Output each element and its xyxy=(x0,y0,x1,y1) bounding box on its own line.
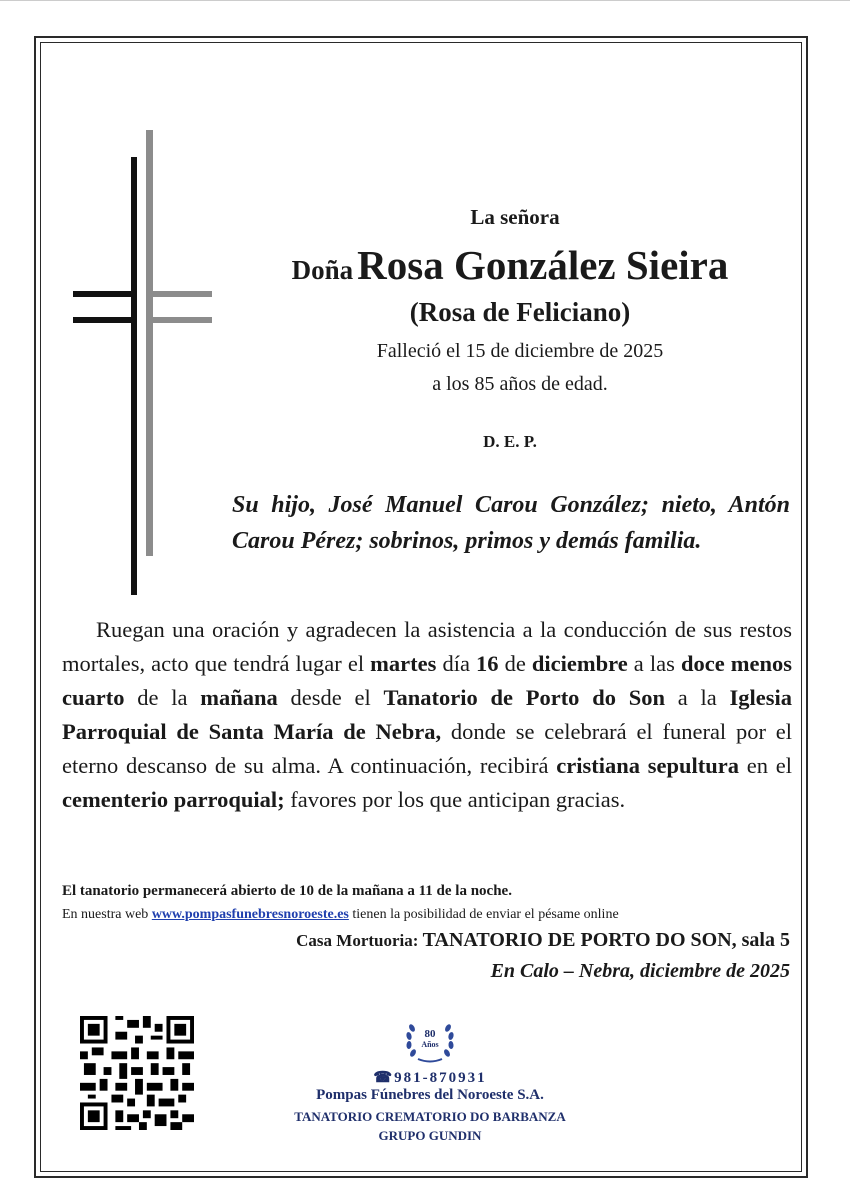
group-name: GRUPO GUNDIN xyxy=(378,1128,482,1143)
death-date: Falleció el 15 de diciembre de 2025 xyxy=(376,340,664,362)
intro-title: La señora xyxy=(470,205,560,229)
bold-segment: cementerio parroquial; xyxy=(62,787,285,812)
family-list: Su hijo, José Manuel Carou González; nieto, Antón Carou Pérez; sobrinos, primos y demás familia. xyxy=(232,492,790,554)
bold-segment: doce menos cuarto xyxy=(62,651,792,710)
bold-segment: 16 xyxy=(476,651,499,676)
bold-segment: mañana xyxy=(200,685,278,710)
text-segment: de la xyxy=(124,685,201,710)
opening-hours: El tanatorio permanecerá abierto de 10 de la mañana a 11 de la noche. xyxy=(62,883,512,899)
cross-black-bar-top xyxy=(73,291,137,297)
honorific: Doña xyxy=(291,255,354,285)
ceremony-text xyxy=(62,613,792,817)
funeral-home xyxy=(296,929,790,952)
web-line xyxy=(62,907,619,923)
bold-segment: diciembre xyxy=(531,651,628,676)
cross-black-vertical xyxy=(131,157,137,595)
phone-number: 981-870931 xyxy=(394,1070,487,1086)
company-name: Pompas Fúnebres del Noroeste S.A. xyxy=(316,1087,544,1103)
text-segment: día xyxy=(436,651,477,676)
top-divider xyxy=(0,0,850,1)
text-segment: en el xyxy=(739,753,792,778)
cross-black-bar-bottom xyxy=(73,317,137,323)
text-segment: donde se celebrará el funeral por el eterno descanso de su alma. A continuación, recibirá xyxy=(62,719,792,778)
phone-icon: ☎ xyxy=(373,1070,395,1086)
cross-gray-bar-bottom xyxy=(146,317,212,323)
cross-gray-vertical xyxy=(146,130,153,556)
text-segment: favores por los que anticipan gracias. xyxy=(284,787,626,812)
logo-years: Años xyxy=(421,1040,439,1049)
bold-segment: Iglesia Parroquial de Santa María de Nebra, xyxy=(62,685,793,744)
anniversary-logo-icon xyxy=(402,1016,458,1064)
funeral-home-value: TANATORIO DE PORTO DO SON, sala 5 xyxy=(422,929,790,951)
text-segment: a la xyxy=(665,685,730,710)
place-date: En Calo – Nebra, diciembre de 2025 xyxy=(490,960,790,982)
bold-segment: Tanatorio de Porto do Son xyxy=(383,685,665,710)
cross-gray-bar-top xyxy=(146,291,212,297)
company-phone[interactable] xyxy=(330,1068,530,1087)
crematorium-name: TANATORIO CREMATORIO DO BARBANZA xyxy=(294,1109,566,1124)
web-prefix: En nuestra web xyxy=(62,907,152,922)
dep: D. E. P. xyxy=(483,432,537,451)
text-segment: a las xyxy=(627,651,681,676)
full-name: Rosa González Sieira xyxy=(357,242,729,288)
funeral-home-label: Casa Mortuoria: xyxy=(296,931,423,950)
deceased-name xyxy=(220,241,800,289)
web-link[interactable]: www.pompasfunebresnoroeste.es xyxy=(151,907,349,922)
logo-number: 80 xyxy=(424,1028,436,1040)
text-segment: de xyxy=(498,651,532,676)
bold-segment: cristiana sepultura xyxy=(556,753,740,778)
text-segment: desde el xyxy=(277,685,384,710)
text-segment: Ruegan una oración y agradecen la asistencia a la conducción de sus restos mortales, acto que tendrá lugar el xyxy=(62,617,792,676)
qr-code-icon[interactable] xyxy=(80,1016,194,1130)
alias: (Rosa de Feliciano) xyxy=(409,297,631,327)
web-suffix: tienen la posibilidad de enviar el pésame online xyxy=(348,907,619,922)
age: a los 85 años de edad. xyxy=(432,373,608,395)
bold-segment: martes xyxy=(370,651,437,676)
